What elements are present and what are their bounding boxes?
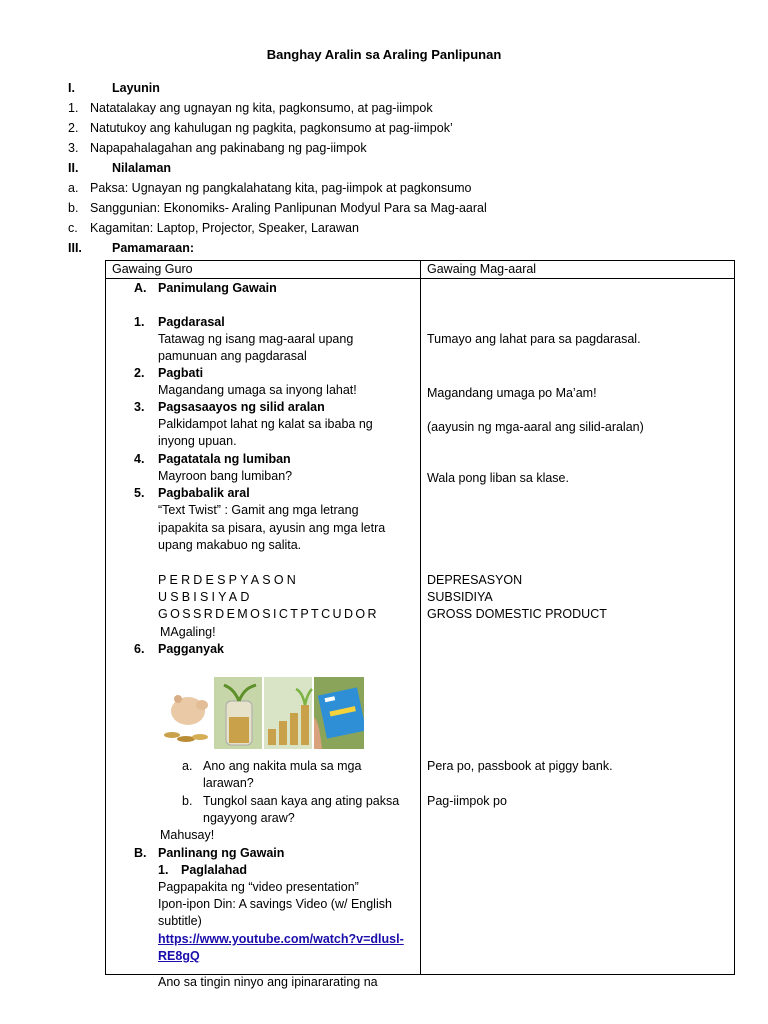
- content-item: c. Kagamitan: Laptop, Projector, Speaker, Larawan: [68, 221, 359, 235]
- teacher-activities-cell: A. Panimulang Gawain 1. Pagdarasal Tatawag ng isang mag-aaral upang pamunuan ang pagdarasal 2. Pagbati Magandang umaga sa inyong lahat! 3. Pagsasaayos ng silid aralan Palkidampot lahat ng kalat sa ibaba ng inyong upuan. 4. Pagatatala ng lumiban Mayroon bang lumiban? 5. Pagbabalik aral “Text Twist” : Gamit ang mga letrang ipapakita sa pisara, ayusin ang mga letra upang makabuo ng salita. PERDESPYASON USBISIYAD GOSSRDEMOSICTPTCUDOR MAgaling! 6. Pagganyak a. Ano ang nakita mula sa mga larawan? b. Tungkol saan kaya ang ating paksa ngayyong araw? Mahusay! B. Panlinang ng Gawain 1. Paglalahad Pagpapakita ng “video presentation” Ipon-ipon Din: A savings Video (w/ English subtitle) https://www.youtube.com/watch?v=dlusl- RE8gQ Ano sa tingin ninyo ang ipinararating na: [106, 279, 421, 975]
- student-response: Magandang umaga po Ma’am!: [427, 386, 597, 400]
- student-responses-cell: [421, 279, 735, 975]
- student-response: Tumayo ang lahat para sa pagdarasal.: [427, 332, 641, 346]
- student-response: (aayusin ng mga-aaral ang silid-aralan): [427, 420, 644, 434]
- procedure-table: [105, 260, 735, 989]
- item-title: Pagbabalik aral: [158, 486, 250, 500]
- scrambled-word: PERDESPYASON: [158, 573, 299, 587]
- passbook-photo: [314, 677, 364, 749]
- coin-stacks-photo: [264, 677, 312, 749]
- item-title: Pagbati: [158, 366, 204, 380]
- item-title: Pagdarasal: [158, 315, 225, 329]
- section-b-title: Panlinang ng Gawain: [158, 846, 285, 860]
- scrambled-word: USBISIYAD: [158, 590, 253, 604]
- item-title: Pagsasaayos ng silid aralan: [158, 400, 325, 414]
- objective-item: 1. Natatalakay ang ugnayan ng kita, pagkonsumo, at pag-iimpok: [68, 101, 433, 115]
- content-item: a. Paksa: Ugnayan ng pangkalahatang kita, pag-iimpok at pagkonsumo: [68, 181, 472, 195]
- student-response: Pera po, passbook at piggy bank.: [427, 759, 613, 773]
- scramble-answer: DEPRESASYON: [427, 573, 523, 587]
- scrambled-word: GOSSRDEMOSICTPTCUDOR: [158, 607, 379, 621]
- student-response: Wala pong liban sa klase.: [427, 471, 569, 485]
- teacher-column-header: Gawaing Guro: [106, 261, 421, 279]
- motivation-pictures: [164, 677, 364, 749]
- objective-item: 2. Natutukoy ang kahulugan ng pagkita, pagkonsumo at pag-iimpok’: [68, 121, 453, 135]
- objective-item: 3. Napapahalagahan ang pakinabang ng pag-iimpok: [68, 141, 367, 155]
- item-title: Paglalahad: [181, 863, 247, 877]
- item-title: Pagatatala ng lumiban: [158, 452, 291, 466]
- coin-jar-photo: [214, 677, 262, 749]
- section-objectives-heading: I. Layunin: [68, 81, 160, 95]
- section-a-title: Panimulang Gawain: [158, 281, 277, 295]
- scramble-answer: SUBSIDIYA: [427, 590, 493, 604]
- scramble-answer: GROSS DOMESTIC PRODUCT: [427, 607, 607, 621]
- lesson-outline: [68, 78, 708, 258]
- item-title: Pagganyak: [158, 642, 225, 656]
- piggy-bank-photo: [164, 677, 212, 749]
- video-link[interactable]: https://www.youtube.com/watch?v=dlusl-: [158, 932, 404, 946]
- content-item: b. Sanggunian: Ekonomiks- Araling Panlipunan Modyul Para sa Mag-aaral: [68, 201, 487, 215]
- student-column-header: Gawaing Mag-aaral: [421, 261, 735, 279]
- student-response: Pag-iimpok po: [427, 794, 507, 808]
- document-title: Banghay Aralin sa Araling Panlipunan: [266, 47, 502, 62]
- video-link-continued[interactable]: RE8gQ: [158, 949, 200, 963]
- section-procedure-heading: III. Pamamaraan:: [68, 241, 194, 255]
- section-content-heading: II. Nilalaman: [68, 161, 172, 175]
